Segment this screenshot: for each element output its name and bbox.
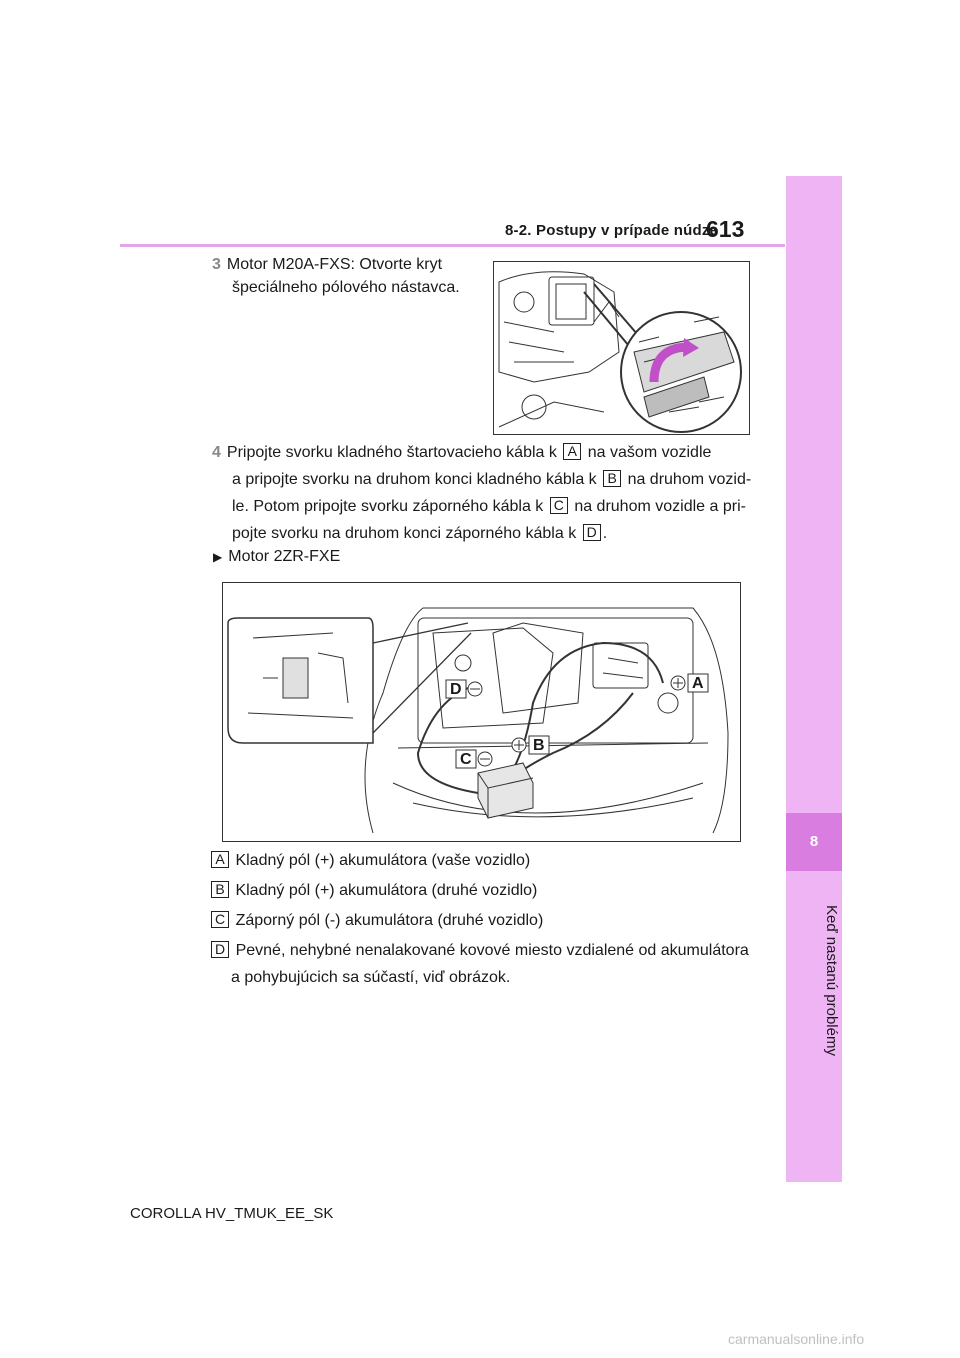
step-3-line-2: špeciálneho pólového nástavca. [232, 279, 460, 296]
legend-item-c [211, 911, 771, 931]
chapter-title: Keď nastanú problémy [823, 905, 840, 1056]
figure-m20a-terminal-cover [493, 261, 750, 435]
step-4-line-1 [212, 443, 751, 463]
step-4 [212, 443, 751, 544]
legend-text-a: Kladný pól (+) akumulátora (vaše vozidlo) [235, 852, 531, 869]
step-4-text-2b: na druhom vozid- [627, 471, 752, 488]
legend-key-a: A [211, 851, 229, 868]
legend [211, 851, 771, 988]
step-4-text-1b: na vašom vozidle [587, 444, 712, 461]
engine-variant-label: Motor 2ZR-FXE [228, 548, 341, 565]
figure-label-a: A [692, 675, 704, 692]
engine-variant [213, 547, 340, 567]
label-a-box: A [563, 443, 581, 460]
legend-key-b: B [211, 881, 229, 898]
step-3-number: 3 [212, 256, 221, 273]
step-4-text-1a: Pripojte svorku kladného štartovacieho kábla k [226, 444, 557, 461]
step-4-text-4b: . [602, 525, 608, 542]
chapter-number: 8 [809, 833, 819, 850]
step-4-text-2a: a pripojte svorku na druhom konci kladného kábla k [232, 471, 597, 488]
legend-text-d-continued: a pohybujúcich sa súčastí, viď obrázok. [231, 969, 511, 986]
legend-text-c: Záporný pól (-) akumulátora (druhé vozidlo) [235, 912, 544, 929]
label-c-box: C [550, 497, 568, 514]
figure-label-b: B [533, 737, 545, 754]
step-3-text-1: Motor M20A-FXS: Otvorte kryt [226, 256, 443, 273]
figure-label-d: D [450, 681, 462, 698]
label-d-box: D [583, 524, 601, 541]
legend-key-d: D [211, 941, 229, 958]
legend-item-d [211, 941, 771, 988]
watermark: carmanualsonline.info [728, 1331, 865, 1347]
arrow-right-icon: ▶ [213, 550, 223, 564]
step-3-line-1 [212, 255, 460, 275]
figure-label-c: C [460, 751, 472, 768]
legend-item-b [211, 881, 771, 901]
step-4-line-4 [212, 524, 751, 544]
step-4-line-3 [212, 497, 751, 517]
chapter-number-tab [786, 813, 842, 871]
step-4-text-4a: pojte svorku na druhom konci záporného kábla k [232, 525, 577, 542]
footer-document-id: COROLLA HV_TMUK_EE_SK [130, 1205, 334, 1222]
step-4-number: 4 [212, 444, 221, 461]
step-4-line-2 [212, 470, 751, 490]
section-title: 8-2. Postupy v prípade núdze [505, 222, 719, 239]
header-divider [120, 244, 785, 247]
step-4-text-3b: na druhom vozidle a pri- [574, 498, 746, 515]
legend-item-a [211, 851, 771, 871]
figure-2zr-jump-start [222, 582, 741, 842]
legend-text-d: Pevné, nehybné nenalakované kovové miesto vzdialené od akumulátora [235, 942, 749, 959]
page-number: 613 [706, 216, 745, 242]
label-b-box: B [603, 470, 621, 487]
jump-start-illustration [223, 583, 740, 841]
legend-key-c: C [211, 911, 229, 928]
engine-bay-illustration-1 [494, 262, 749, 434]
step-4-text-3a: le. Potom pripojte svorku záporného kábla k [232, 498, 544, 515]
step-3 [212, 255, 460, 298]
legend-text-b: Kladný pól (+) akumulátora (druhé vozidlo) [235, 882, 538, 899]
